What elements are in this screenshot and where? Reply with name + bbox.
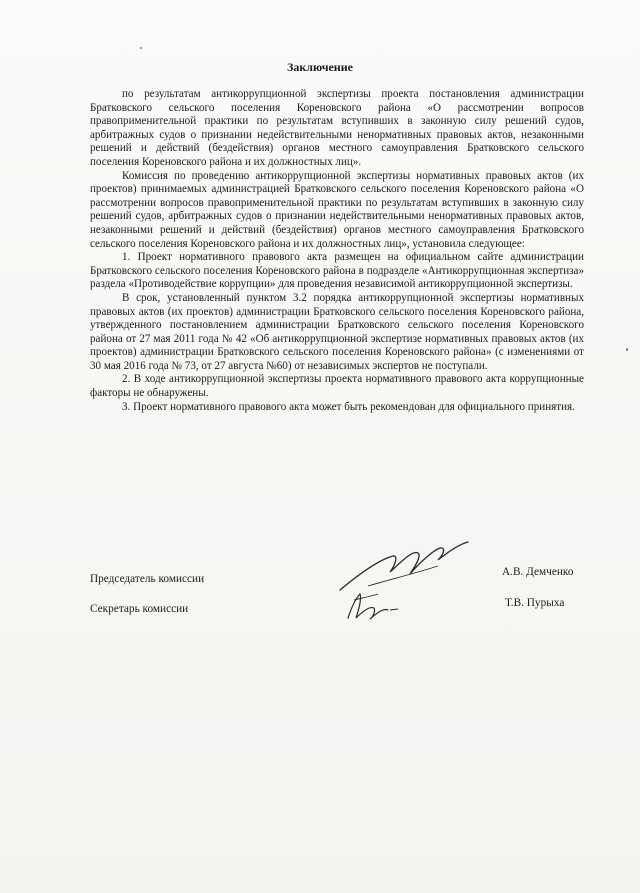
chairman-name: А.В. Демченко xyxy=(502,566,574,578)
secretary-name: Т.В. Пурыха xyxy=(505,597,565,609)
handwritten-signatures xyxy=(318,520,488,630)
scan-speck xyxy=(626,348,628,351)
paragraph-subject: по результатам антикоррупционной экспертизы проекта постановления администрации Братковского сельского поселения Кореновского района «О рассмотрении вопросов правоприменительной практики по результатам вступивших в законную силу решений судов, арбитражных судов о признании недействительными ненормативных правовых актов, незаконными решений и действий (бездействия) органов местного самоуправления Братковского сельского поселения Кореновского района и их должностных лиц». xyxy=(90,88,584,168)
paragraph-deadline: В срок, установленный пунктом 3.2 порядка антикоррупционной экспертизы нормативных правовых актов (их проектов) администрации Братковского сельского поселения Кореновского района, утвержденного постановлением администрации Братковского сельского поселения Кореновского района от 27 мая 2011 года № 42 «Об антикоррупционной экспертизе нормативных правовых актов (их проектов) администрации Братковского сельского поселения Кореновского района» (с изменениями от 30 мая 2016 года № 73, от 27 августа №60) от независимых экспертов не поступали. xyxy=(90,291,584,372)
chairman-role: Председатель комиссии xyxy=(90,573,205,585)
paragraph-commission: Комиссия по проведению антикоррупционной экспертизы нормативных правовых актов (их проектов) принимаемых администрацией Братковского сельского поселения Кореновского района «О рассмотрении вопросов правоприменительной практики по результатам вступивших в законную силу решений судов, арбитражных судов о признании недействительными ненормативных правовых актов, незаконными решений и действий (бездействия) органов местного самоуправления Братковского сельского поселения Кореновского района и их должностных лиц», установила следующее: xyxy=(90,169,584,250)
scan-speck xyxy=(140,47,142,49)
paragraph-item-2: 2. В ходе антикоррупционной экспертизы проекта нормативного правового акта коррупционные факторы не обнаружены. xyxy=(90,373,584,400)
paragraph-item-3: 3. Проект нормативного правового акта может быть рекомендован для официального принятия. xyxy=(122,400,575,413)
document-title: Заключение xyxy=(287,60,353,74)
document-body xyxy=(90,88,584,414)
paragraph-item-1: 1. Проект нормативного правового акта размещен на официальном сайте администрации Братковского сельского поселения Кореновского района в подразделе «Антикоррупционная экспертиза» раздела «Противодействие коррупции» для проведения независимой антикоррупционной экспертизы. xyxy=(90,251,584,291)
secretary-role: Секретарь комиссии xyxy=(90,603,189,615)
